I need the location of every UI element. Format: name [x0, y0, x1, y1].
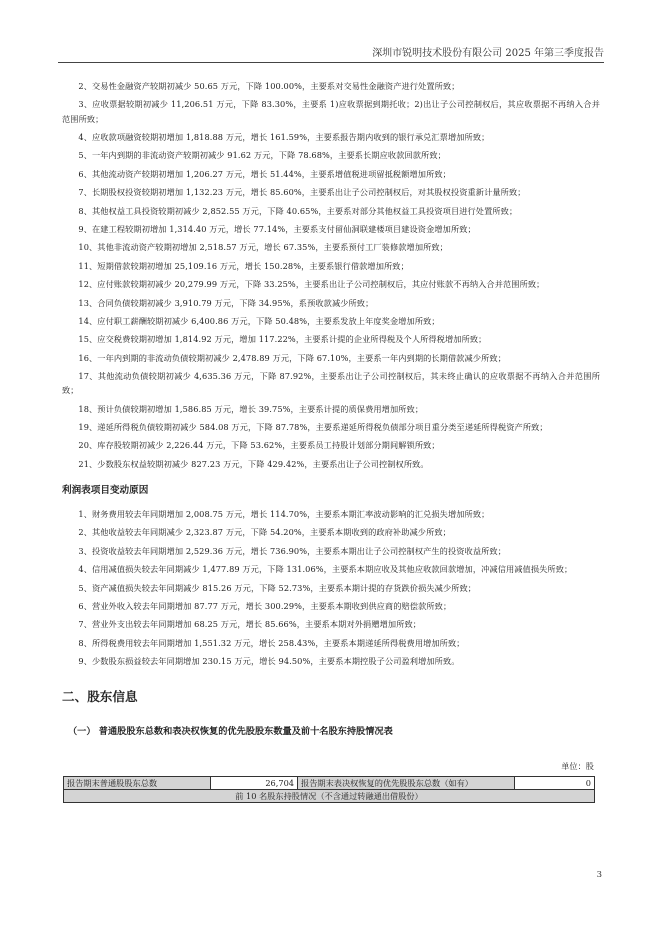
balance-item: 13、合同负债较期初减少 3,910.79 万元，下降 34.95%，系预收款减少所致； — [78, 297, 374, 308]
income-items-list — [62, 507, 600, 668]
preferred-shareholders-label: 报告期末表决权恢复的优先股股东总数（如有） — [298, 777, 515, 790]
income-item: 7、营业外支出较去年同期增加 68.25 万元，增长 85.66%，主要系本期对外捐赠增加所致； — [78, 619, 422, 630]
top10-header: 前 10 名股东持股情况（不含通过转融通出借股份） — [64, 790, 595, 803]
balance-item: 4、应收款项融资较期初增加 1,818.88 万元，增长 161.59%，主要系报告期内收到的银行承兑汇票增加所致； — [78, 131, 490, 142]
balance-items-list — [62, 79, 600, 471]
balance-item: 6、其他流动资产较期初增加 1,206.27 万元，增长 51.44%，主要系增值税进项留抵税额增加所致； — [78, 168, 451, 179]
balance-item: 9、在建工程较期初增加 1,314.40 万元，增长 77.14%，主要系支付留仙洞联建楼项目建设资金增加所致； — [78, 223, 476, 234]
page-header — [58, 44, 604, 63]
balance-item: 15、应交税费较期初增加 1,814.92 万元，增加 117.22%，主要系计提的企业所得税及个人所得税增加所致； — [78, 334, 487, 345]
income-item: 9、少数股东损益较去年同期增加 230.15 万元，增长 94.50%，主要系本期控股子公司盈利增加所致。 — [78, 656, 460, 667]
shareholder-table — [63, 776, 595, 803]
balance-item: 8、其他权益工具投资较期初减少 2,852.55 万元，下降 40.65%，主要系对部分其他权益工具投资项目进行处置所致； — [78, 205, 518, 216]
balance-item: 16、一年内到期的非流动负债较期初减少 2,478.89 万元，下降 67.10%，主要系一年内到期的长期借款减少所致； — [78, 352, 506, 363]
unit-label: 单位：股 — [561, 761, 594, 772]
shareholder-subsection-title: （一） 普通股股东总数和表决权恢复的优先股股东数量及前十名股东持股情况表 — [68, 726, 393, 738]
balance-item: 11、短期借款较期初增加 25,109.16 万元，增长 150.28%，主要系银行借款增加所致； — [78, 260, 409, 271]
balance-item: 3、应收票据较期初减少 11,206.51 万元，下降 83.30%，主要系 1)应收票据到期托收；2)出让子公司控制权后，其应收票据不再纳入合并范围所致； — [62, 99, 600, 124]
income-item: 5、资产减值损失较去年同期减少 815.26 万元，下降 52.73%，主要系本期计提的存货跌价损失减少所致； — [78, 582, 477, 593]
total-shareholders-label: 报告期末普通股股东总数 — [64, 777, 211, 790]
balance-item: 10、其他非流动资产较期初增加 2,518.57 万元，增长 67.35%，主要系预付工厂装修款增加所致； — [78, 242, 448, 253]
balance-item: 14、应付职工薪酬较期初减少 6,400.86 万元，下降 50.48%，主要系发放上年度奖金增加所致； — [78, 315, 440, 326]
balance-item: 5、一年内到期的非流动资产较期初减少 91.62 万元，下降 78.68%，主要系长期应收款回款所致； — [78, 150, 446, 161]
page-number: 3 — [596, 870, 602, 880]
income-item: 4、信用减值损失较去年同期减少 1,477.89 万元，下降 131.06%，主要系本期应收及其他应收款回款增加，冲减信用减值损失所致； — [78, 564, 573, 575]
income-item: 6、营业外收入较去年同期增加 87.77 万元，增长 300.29%，主要系本期收到供应商的赔偿款所致； — [78, 600, 452, 611]
document-body — [62, 79, 600, 803]
balance-item: 17、其他流动负债较期初减少 4,635.36 万元，下降 87.92%，主要系出让子公司控制权后，其未终止确认的应收票据不再纳入合并范围所致； — [62, 371, 600, 396]
balance-item: 19、递延所得税负债较期初减少 584.08 万元，下降 87.78%，主要系递延所得税负债部分项目重分类至递延所得税资产所致； — [78, 422, 548, 433]
balance-item: 18、预计负债较期初增加 1,586.85 万元，增长 39.75%，主要系计提的质保费用增加所致； — [78, 403, 424, 414]
header-title: 深圳市锐明技术股份有限公司 2025 年第三季度报告 — [372, 48, 604, 59]
balance-item: 12、应付账款较期初减少 20,279.99 万元，下降 33.25%，主要系出让子公司控制权后，其应付账款不再纳入合并范围所致； — [78, 279, 545, 290]
balance-item: 7、长期股权投资较期初增加 1,132.23 万元，增长 85.60%，主要系出让子公司控制权后，对其股权投资重新计量所致； — [78, 187, 526, 198]
balance-item: 20、库存股较期初减少 2,226.44 万元，下降 53.62%，主要系员工持股计划部分期间解锁所致； — [78, 440, 440, 451]
table-row — [64, 777, 595, 790]
income-item: 2、其他收益较去年同期减少 2,323.87 万元，下降 54.20%，主要系本期收到的政府补助减少所致； — [78, 527, 451, 538]
shareholder-section-title: 二、股东信息 — [62, 689, 138, 705]
income-item: 8、所得税费用较去年同期增加 1,551.32 万元，增长 258.43%，主要系本期递延所得税费用增加所致； — [78, 637, 465, 648]
income-item: 3、投资收益较去年同期增加 2,529.36 万元，增长 736.90%，主要系本期出让子公司控制权产生的投资收益所致； — [78, 545, 506, 556]
total-shareholders-value: 26,704 — [211, 777, 298, 790]
table-row — [64, 790, 595, 803]
income-section-title: 利润表项目变动原因 — [62, 485, 149, 497]
balance-item: 2、交易性金融资产较期初减少 50.65 万元，下降 100.00%，主要系对交易性金融资产进行处置所致； — [78, 81, 460, 91]
balance-item: 21、少数股东权益较期初减少 827.23 万元，下降 429.42%，主要系出让子公司控制权所致。 — [78, 458, 429, 469]
income-item: 1、财务费用较去年同期增加 2,008.75 万元，增长 114.70%，主要系本期汇率波动影响的汇兑损失增加所致； — [78, 509, 490, 520]
preferred-shareholders-value: 0 — [515, 777, 595, 790]
